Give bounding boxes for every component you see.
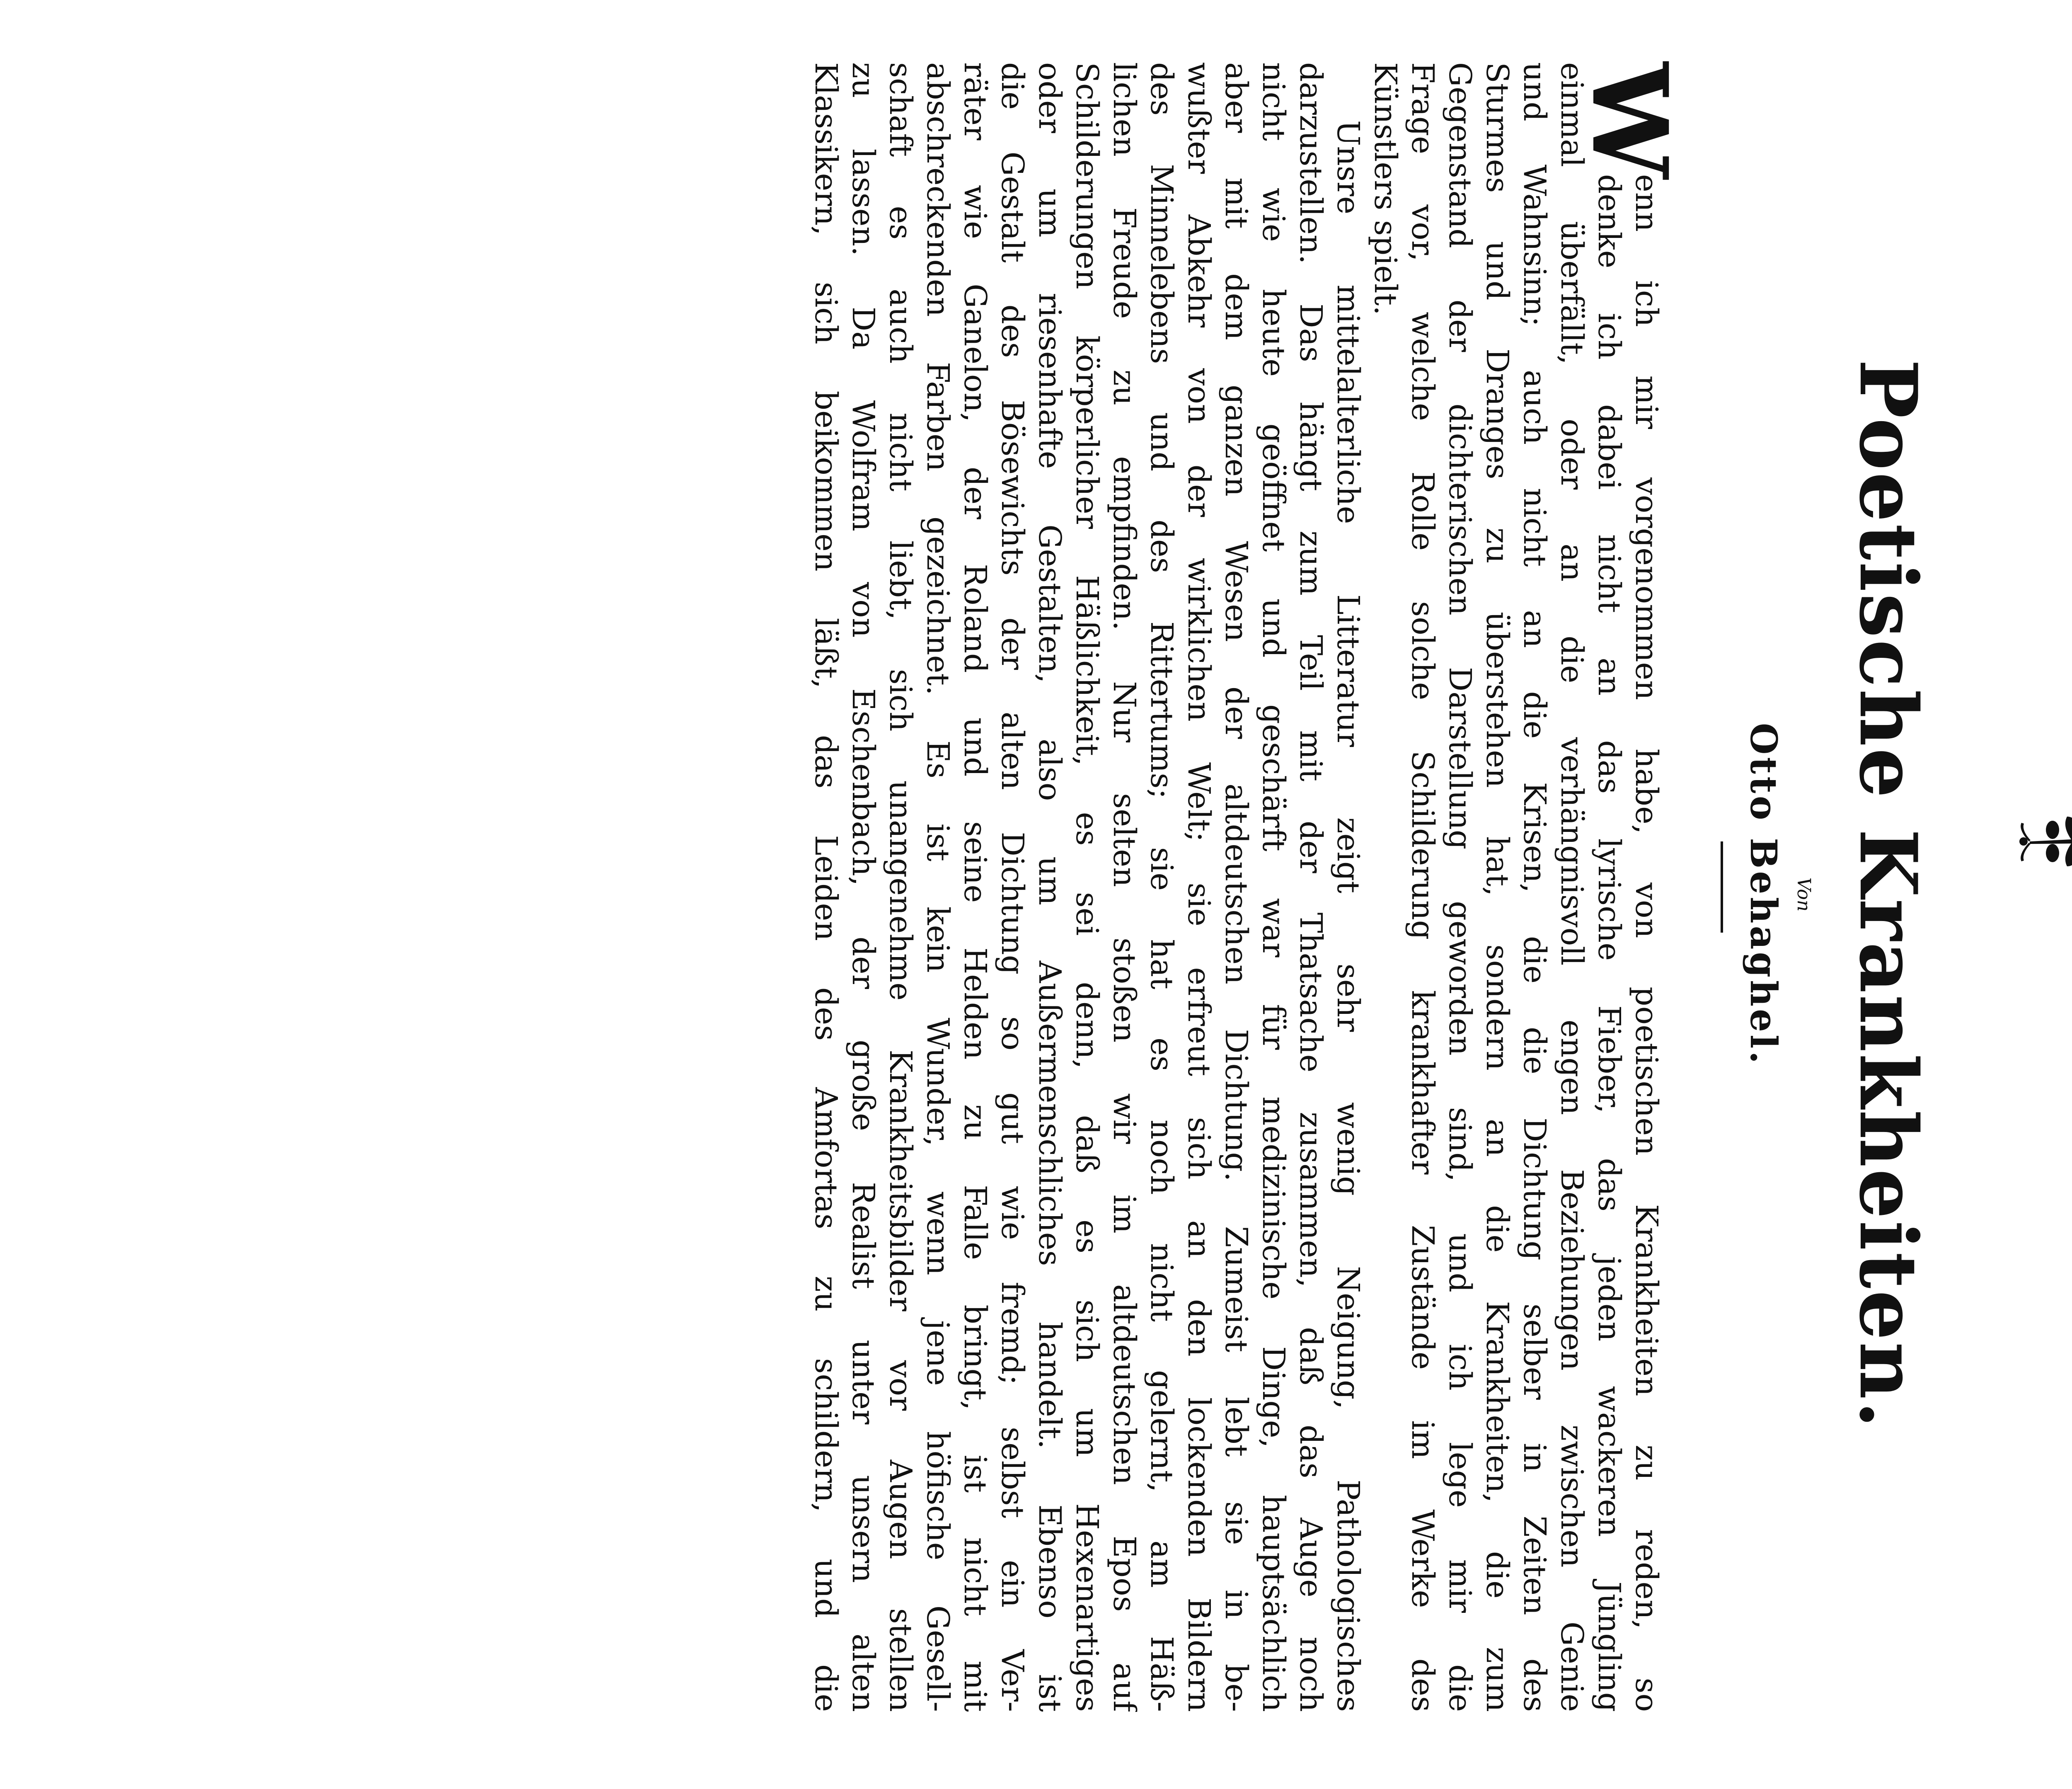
byline-von: Von	[1793, 877, 1814, 912]
text-line: denke ich dabei nicht an das lyrische Fieber, das jeden wackeren Jüngling	[1591, 174, 1627, 1712]
text-line: Künstlers spielt.	[1368, 62, 1403, 315]
text-line: Unsre mittelalterliche Litteratur zeigt sehr wenig Neigung, Pathologisches	[1330, 120, 1366, 1712]
text-line: und Wahnsinn; auch nicht an die Krisen, die die Dichtung selber in Zeiten des	[1517, 62, 1552, 1712]
text-line: darzustellen. Das hängt zum Teil mit der Thatsache zusammen, daß das Auge noch	[1293, 62, 1329, 1712]
text-line: lichen Freude zu empfinden. Nur selten stoßen wir im altdeutschen Epos auf	[1106, 62, 1142, 1712]
text-line: enn ich mir vorgenommen habe, von poetischen Krankheiten zu reden, so	[1629, 174, 1664, 1712]
text-line: schaft es auch nicht liebt, sich unangenehme Krankheitsbilder vor Augen stellen	[883, 62, 918, 1712]
text-line: aber mit dem ganzen Wesen der altdeutschen Dichtung. Zumeist lebt sie in be-	[1218, 62, 1254, 1712]
drop-cap: W	[1569, 62, 1691, 179]
text-line: Klassikern, sich beikommen läßt, das Leiden des Amfortas zu schildern, und die	[808, 62, 844, 1712]
text-line: räter wie Ganelon, der Roland und seine Helden zu Falle bringt, ist nicht mit	[957, 62, 993, 1712]
text-line: zu lassen. Da Wolfram von Eschenbach, der große Realist unter unsern alten	[845, 62, 881, 1712]
text-line: nicht wie heute geöffnet und geschärft war für medizinische Dinge, hauptsächlich	[1256, 62, 1291, 1712]
article-body	[807, 62, 1691, 1712]
oak-leaf-ornament-icon	[2009, 783, 2072, 899]
text-line: Sturmes und Dranges zu überstehen hat, sondern an die Krankheiten, die zum	[1479, 62, 1515, 1712]
author-name: Otto Behaghel.	[1742, 722, 1785, 1067]
text-line: wußter Abkehr von der wirklichen Welt; sie erfreut sich an den lockenden Bildern	[1181, 62, 1217, 1712]
title-divider	[1721, 841, 1723, 933]
text-line: des Minnelebens und des Rittertums; sie hat es noch nicht gelernt, am Häß-	[1144, 62, 1179, 1712]
article-title: Poetische Krankheiten.	[1842, 359, 1934, 1430]
text-line: oder um riesenhafte Gestalten, also um Außermenschliches handelt. Ebenso ist	[1032, 62, 1067, 1712]
text-line: Frage vor, welche Rolle solche Schilderung krankhafter Zustände im Werke des	[1405, 62, 1440, 1712]
text-line: Gegenstand der dichterischen Darstellung geworden sind, und ich lege mir die	[1442, 62, 1478, 1712]
text-line: die Gestalt des Bösewichts der alten Dichtung so gut wie fremd; selbst ein Ver-	[995, 62, 1030, 1712]
text-line: einmal überfällt, oder an die verhängnisvoll engen Beziehungen zwischen Genie	[1554, 62, 1590, 1712]
text-line: abschreckenden Farben gezeichnet. Es ist kein Wunder, wenn jene höfische Gesell-	[920, 62, 956, 1712]
text-line: Schilderungen körperlicher Häßlichkeit, es sei denn, daß es sich um Hexenartiges	[1069, 62, 1105, 1712]
